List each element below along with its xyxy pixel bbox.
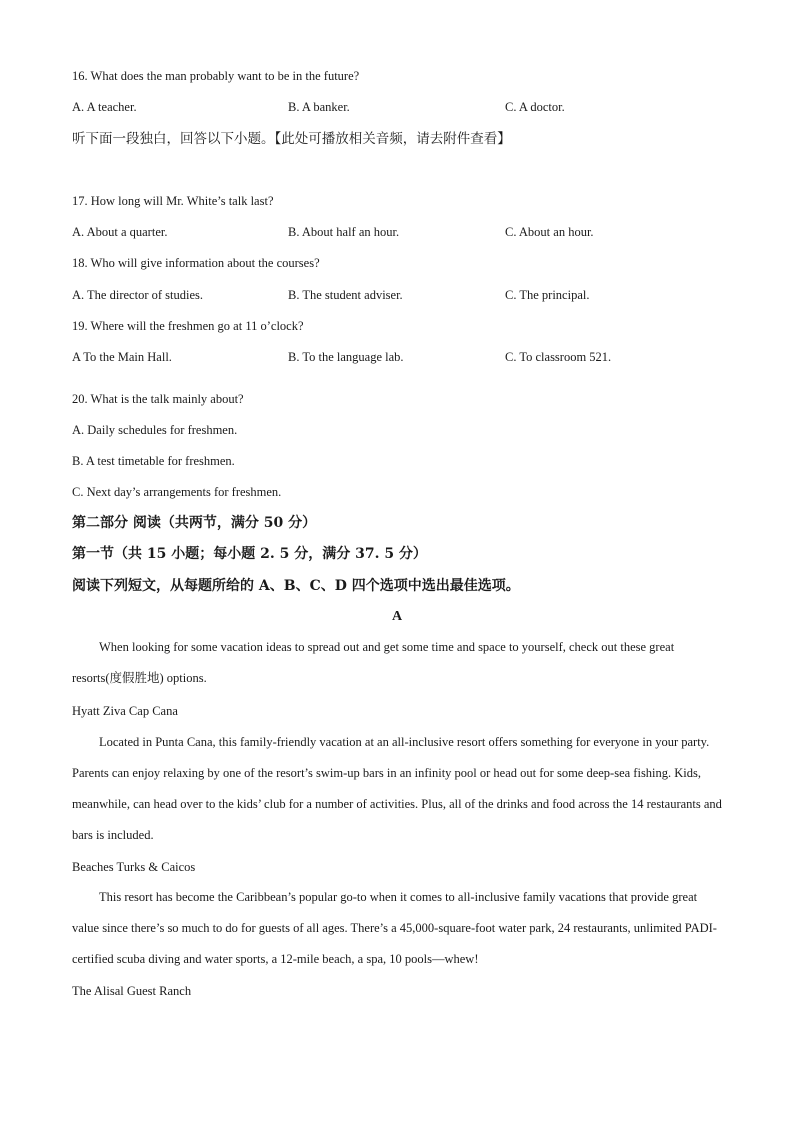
q19-option-b: B. To the language lab. — [288, 350, 404, 364]
q17-option-c: C. About an hour. — [505, 225, 594, 239]
resort3-title: The Alisal Guest Ranch — [72, 984, 192, 998]
monologue-instruction: 听下面一段独白，回答以下小题。【此处可播放相关音频，请去附件查看】 — [72, 131, 511, 147]
q19-option-a: A To the Main Hall. — [72, 350, 172, 364]
resort1-text: Located in Punta Cana, this family-friendly vacation at an all-inclusive resort offers something for everyone in your party. Parents can enjoy relaxing by one of the resort’s swim-up bars in an infinity pool or head out for some deep-sea fishing. Kids, meanwhile, can head over to the kids’ club for a number of activities. Plus, all of the drinks and food across the 14 restaurants and bars is included. — [72, 735, 722, 842]
q20-option-a: A. Daily schedules for freshmen. — [72, 423, 238, 437]
resort2-text: This resort has become the Caribbean’s popular go-to when it comes to all-inclusive family vacations that provide great value since there’s so much to do for guests of all ages. There’s a 45,000-square-foot water park, 24 restaurants, unlimited PADI-certified scuba diving and water sports, a 12-mile beach, a spa, 10 pools—whew! — [72, 890, 717, 966]
part2-heading: 第二部分 阅读（共两节，满分 50 分） — [72, 515, 317, 531]
section1-heading: 第一节（共 15 小题；每小题 2. 5 分，满分 37. 5 分） — [72, 546, 427, 562]
passage-label: A — [391, 609, 403, 624]
q19-option-c: C. To classroom 521. — [505, 350, 612, 364]
question-18: 18. Who will give information about the courses? — [72, 256, 320, 270]
resort1-title: Hyatt Ziva Cap Cana — [72, 704, 178, 718]
q16-option-b: B. A banker. — [288, 100, 350, 114]
question-19: 19. Where will the freshmen go at 11 o’clock? — [72, 319, 304, 333]
question-17: 17. How long will Mr. White’s talk last? — [72, 194, 274, 208]
q20-option-b: B. A test timetable for freshmen. — [72, 454, 235, 468]
q18-option-b: B. The student adviser. — [288, 288, 403, 302]
q18-option-a: A. The director of studies. — [72, 288, 203, 302]
question-20: 20. What is the talk mainly about? — [72, 392, 244, 406]
question-16: 16. What does the man probably want to be in the future? — [72, 69, 360, 83]
q16-option-a: A. A teacher. — [72, 100, 137, 114]
q18-option-c: C. The principal. — [505, 288, 590, 302]
reading-instruction: 阅读下列短文，从每题所给的 A、B、C、D 四个选项中选出最佳选项。 — [72, 578, 520, 594]
q16-option-c: C. A doctor. — [505, 100, 565, 114]
resort2-title: Beaches Turks & Caicos — [72, 860, 196, 874]
q17-option-b: B. About half an hour. — [288, 225, 400, 239]
intro-paragraph: When looking for some vacation ideas to spread out and get some time and space to yourself, check out these great resorts(度假胜地) options. — [72, 640, 675, 685]
q20-option-c: C. Next day’s arrangements for freshmen. — [72, 485, 282, 499]
q17-option-a: A. About a quarter. — [72, 225, 168, 239]
